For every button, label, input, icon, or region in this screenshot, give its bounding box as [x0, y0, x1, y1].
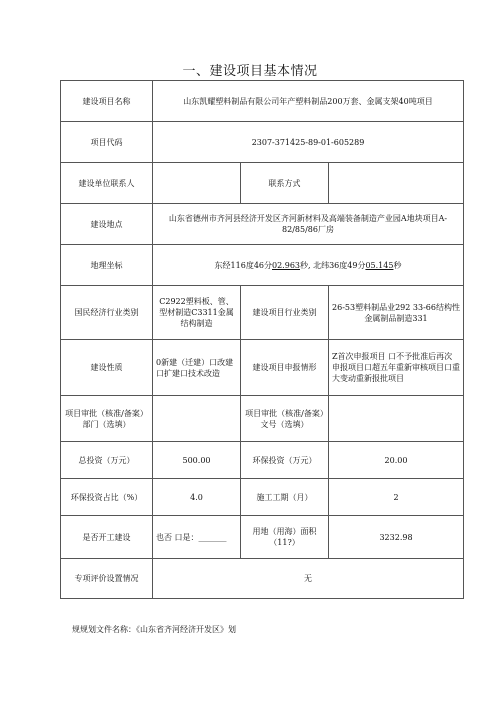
page-title: 一、建设项目基本情况	[182, 64, 318, 79]
label-env-ratio: 环保投资占比（%）	[61, 479, 153, 516]
label-special-evaluation: 专项评价设置情况	[61, 559, 153, 599]
value-project-code: 2307-371425-89-01-605289	[153, 122, 464, 163]
value-project-industry: 26-53塑料制品业292 33-66结构性金属制品制造331	[329, 286, 464, 340]
label-approval-number: 项目审批（核准/备案）文号（选填）	[241, 396, 329, 442]
value-special-evaluation: 无	[153, 559, 464, 599]
row-nature	[61, 340, 464, 396]
value-industry-category: C2922塑料板、管、型材制造C3311金属结构制造	[153, 286, 241, 340]
row-location	[61, 204, 464, 245]
value-location: 山东省德州市齐河县经济开发区齐河新材料及高端装备制造产业园A地块项目A-82/85/86厂房	[153, 204, 464, 245]
row-coordinates	[61, 245, 464, 286]
value-env-investment: 20.00	[329, 442, 464, 479]
label-location: 建设地点	[61, 204, 153, 245]
value-project-name: 山东凯耀塑料制品有限公司年产塑料制品200万套、金属支架40吨项目	[153, 81, 464, 122]
row-investment	[61, 442, 464, 479]
label-construction-period: 施工工期（月）	[241, 479, 329, 516]
value-contact-info	[329, 163, 464, 204]
label-land-area: 用地（用海）面积（11?）	[241, 516, 329, 559]
row-contact	[61, 163, 464, 204]
value-construction-period: 2	[329, 479, 464, 516]
value-env-ratio: 4.0	[153, 479, 241, 516]
row-special-evaluation	[61, 559, 464, 599]
label-industry-category: 国民经济行业类别	[61, 286, 153, 340]
project-info-table	[60, 80, 464, 599]
latitude-seconds: 05.145	[365, 260, 394, 270]
footer-note: 规规划文件名称：《山东省齐河经济开发区》划	[72, 625, 236, 634]
label-coordinates: 地理坐标	[61, 245, 153, 286]
row-started	[61, 516, 464, 559]
label-declaration-type: 建设项目申报情形	[241, 340, 329, 396]
value-total-investment: 500.00	[153, 442, 241, 479]
value-coordinates	[153, 245, 464, 286]
label-project-industry: 建设项目行业类别	[241, 286, 329, 340]
value-started: 也否 口是：_______	[153, 516, 241, 559]
row-approval	[61, 396, 464, 442]
label-started: 是否开工建设	[61, 516, 153, 559]
row-industry	[61, 286, 464, 340]
row-ratio	[61, 479, 464, 516]
value-approval-department	[153, 396, 241, 442]
label-contact-info: 联系方式	[241, 163, 329, 204]
row-project-code	[61, 122, 464, 163]
coord-mid: 秒, 北纬36度49分	[300, 260, 366, 270]
label-total-investment: 总投资（万元）	[61, 442, 153, 479]
longitude-seconds: 02.963	[272, 260, 300, 270]
label-project-code: 项目代码	[61, 122, 153, 163]
label-env-investment: 环保投资（万元）	[241, 442, 329, 479]
value-construction-nature: 0新建（迁建）口改建口扩建口技术改造	[153, 340, 241, 396]
row-project-name	[61, 81, 464, 122]
value-declaration-type: Z首次申报项目 口不予批准后再次申报项目口超五年重新审核项目口重大变动重新报批项目	[329, 340, 464, 396]
value-land-area: 3232.98	[329, 516, 464, 559]
label-construction-nature: 建设性质	[61, 340, 153, 396]
label-approval-department: 项目审批（核准/备案）部门（选填）	[61, 396, 153, 442]
value-approval-number	[329, 396, 464, 442]
coord-suffix: 秒	[393, 260, 402, 270]
label-contact-person: 建设单位联系人	[61, 163, 153, 204]
coord-prefix: 东经116度46分	[214, 260, 272, 270]
value-contact-person	[153, 163, 241, 204]
label-project-name: 建设项目名称	[61, 81, 153, 122]
